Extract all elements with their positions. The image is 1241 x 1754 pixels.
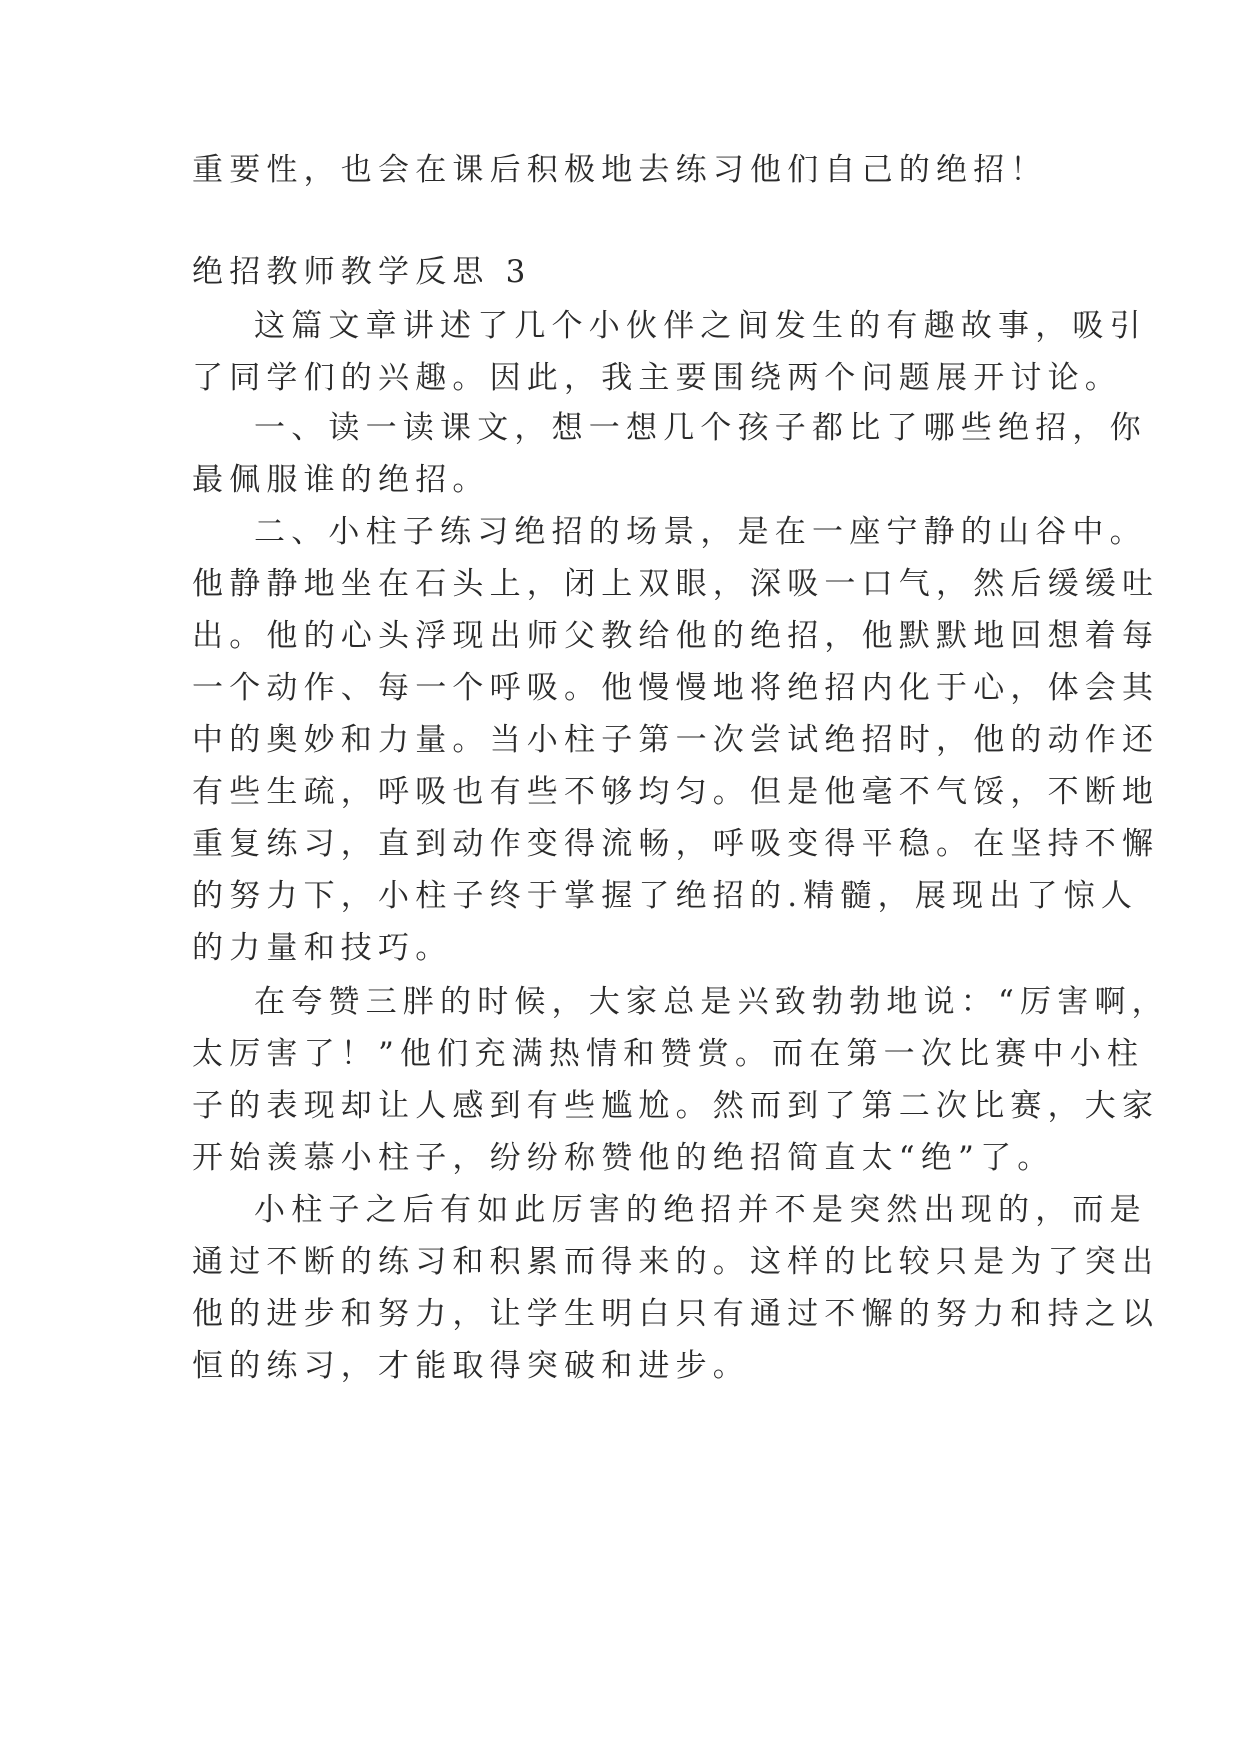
text-line-16: 在夸赞三胖的时候，大家总是兴致勃勃地说：“厉害啊， <box>254 984 1169 1020</box>
text-line-3: 这篇文章讲述了几个小伙伴之间发生的有趣故事，吸引 <box>254 308 1147 344</box>
text-line-18: 子的表现却让人感到有些尴尬。然而到了第二次比赛，大家 <box>192 1088 1160 1124</box>
text-line-17: 太厉害了！”他们充满热情和赞赏。而在第一次比赛中小柱 <box>192 1036 1145 1072</box>
text-line-7: 二、小柱子练习绝招的场景，是在一座宁静的山谷中。 <box>254 514 1147 550</box>
text-line-13: 重复练习，直到动作变得流畅，呼吸变得平稳。在坚持不懈 <box>192 826 1160 862</box>
text-line-19: 开始羡慕小柱子，纷纷称赞他的绝招简直太“绝”了。 <box>192 1140 1055 1176</box>
text-line-5: 一、读一读课文，想一想几个孩子都比了哪些绝招，你 <box>254 410 1147 446</box>
text-line-10: 一个动作、每一个呼吸。他慢慢地将绝招内化于心，体会其 <box>192 670 1160 706</box>
text-line-15: 的力量和技巧。 <box>192 930 453 966</box>
text-line-11: 中的奥妙和力量。当小柱子第一次尝试绝招时，他的动作还 <box>192 722 1160 758</box>
text-line-12: 有些生疏，呼吸也有些不够均匀。但是他毫不气馁，不断地 <box>192 774 1160 810</box>
text-line-14: 的努力下，小柱子终于掌握了绝招的.精髓，展现出了惊人 <box>192 878 1139 914</box>
text-line-9: 出。他的心头浮现出师父教给他的绝招，他默默地回想着每 <box>192 618 1160 654</box>
text-line-23: 恒的练习，才能取得突破和进步。 <box>192 1348 750 1384</box>
section-title: 绝招教师教学反思 3 <box>192 254 532 290</box>
text-line-21: 通过不断的练习和积累而得来的。这样的比较只是为了突出 <box>192 1244 1160 1280</box>
text-line-8: 他静静地坐在石头上，闭上双眼，深吸一口气，然后缓缓吐 <box>192 566 1160 602</box>
text-line-20: 小柱子之后有如此厉害的绝招并不是突然出现的，而是 <box>254 1192 1147 1228</box>
text-line-1: 重要性，也会在课后积极地去练习他们自己的绝招！ <box>192 152 1048 188</box>
text-line-6: 最佩服谁的绝招。 <box>192 462 490 498</box>
text-line-4: 了同学们的兴趣。因此，我主要围绕两个问题展开讨论。 <box>192 360 1122 396</box>
text-line-22: 他的进步和努力，让学生明白只有通过不懈的努力和持之以 <box>192 1296 1160 1332</box>
